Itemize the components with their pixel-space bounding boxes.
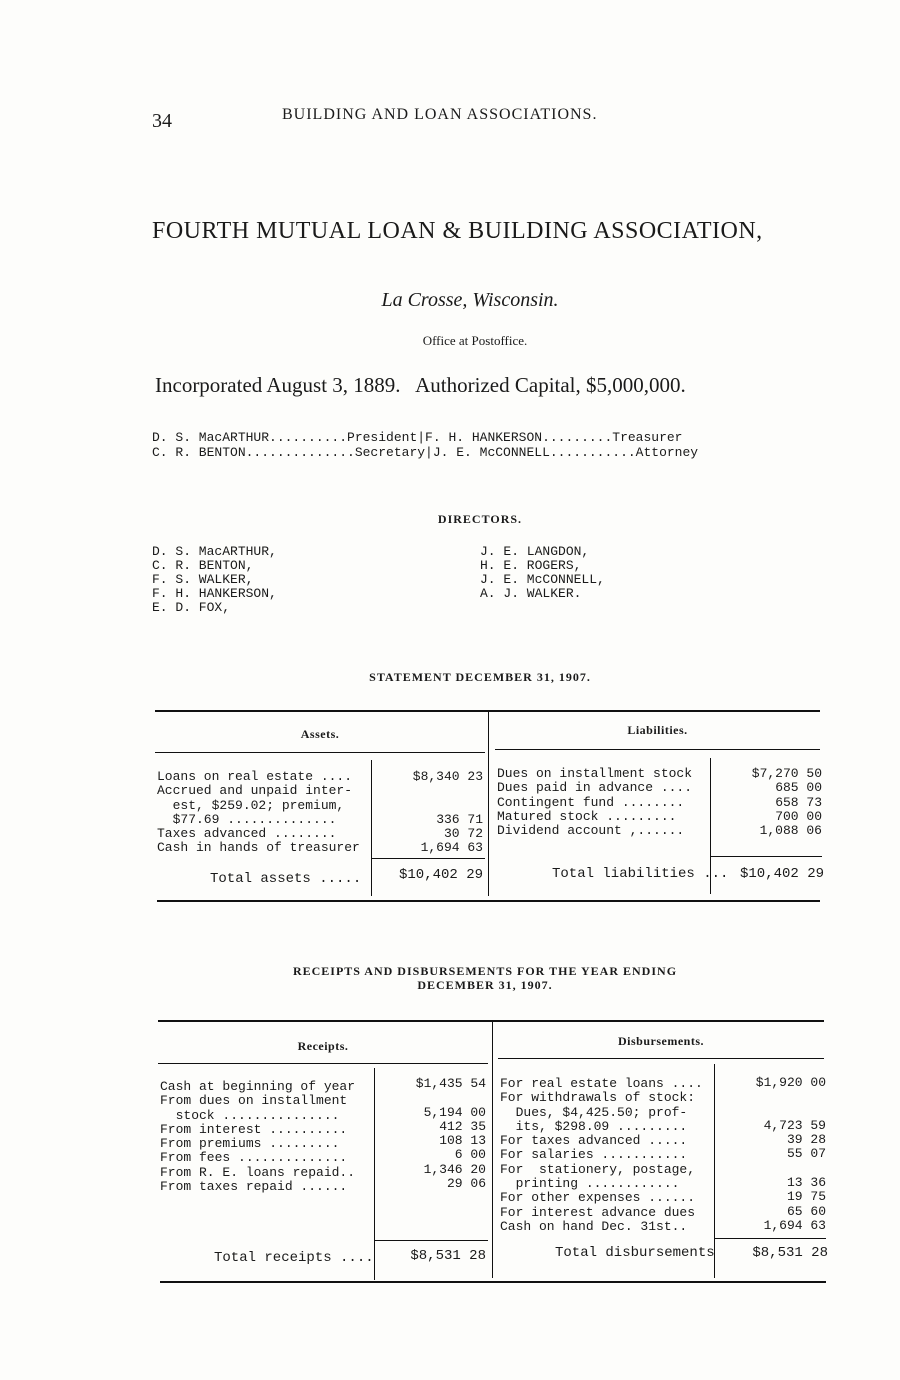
assets-labels: Loans on real estate .... Accrued and unpaid inter- est, $259.02; premium, $77.69 .............. Taxes advanced ........ Cash in hands of treasurer	[157, 769, 360, 856]
table-top-rule	[158, 1020, 824, 1022]
incorporated-date: Incorporated August 3, 1889.	[155, 373, 401, 397]
director-name: D. S. MacARTHUR,	[152, 544, 277, 559]
receipts-labels: Cash at beginning of year From dues on installment stock ............... From interest .......... From premiums ......... From fees .............. From R. E. loans repaid.. From taxes repaid ......	[160, 1079, 356, 1195]
assets-amounts: $8,340 23 336 71 30 72 1,694 63	[412, 769, 483, 856]
director-name: J. E. LANGDON,	[480, 544, 590, 559]
director-name: C. R. BENTON,	[152, 558, 254, 573]
incorporation-line	[155, 373, 686, 398]
officer-line: D. S. MacARTHUR..........President|F. H. HANKERSON.........Treasurer	[152, 430, 683, 445]
director-name: F. H. HANKERSON,	[152, 586, 277, 601]
running-head: BUILDING AND LOAN ASSOCIATIONS.	[282, 106, 598, 123]
disbursements-header-rule	[498, 1058, 824, 1059]
total-liabilities-label: Total liabilities ...	[552, 866, 729, 882]
total-assets-label: Total assets .....	[210, 871, 362, 887]
association-name: FOURTH MUTUAL LOAN & BUILDING ASSOCIATION,	[152, 218, 763, 244]
statement-heading: STATEMENT DECEMBER 31, 1907.	[369, 670, 591, 684]
directors-right-column	[480, 545, 605, 601]
officers-list	[152, 430, 698, 460]
total-receipts-value: $8,531 28	[410, 1248, 486, 1264]
table-center-divider	[488, 712, 489, 896]
liabilities-total-rule	[711, 856, 822, 857]
receipts-header-rule	[158, 1063, 488, 1064]
receipts-heading	[150, 964, 820, 992]
disbursements-labels: For real estate loans .... For withdrawals of stock: Dues, $4,425.50; prof- its, $298.09 ......... For taxes advanced ..... For salaries ........... For stationery, postage, printing ............ For other expenses ...... For interest advance dues Cash on hand Dec. 31st..	[500, 1076, 703, 1234]
table-bottom-rule	[160, 1281, 826, 1283]
liabilities-header: Liabilities.	[627, 723, 688, 737]
authorized-capital: Authorized Capital, $5,000,000.	[415, 373, 686, 397]
director-name: E. D. FOX,	[152, 600, 231, 615]
association-office: Office at Postoffice.	[422, 333, 528, 348]
director-name: F. S. WALKER,	[152, 572, 254, 587]
receipts-total-rule	[375, 1240, 488, 1241]
assets-total-rule	[372, 858, 485, 859]
disbursements-amounts: $1,920 00 4,723 59 39 28 55 07 13 36 19 75 65 60 1,694 63	[755, 1075, 826, 1233]
disbursements-total-rule	[715, 1238, 826, 1239]
receipts-heading-line1: RECEIPTS AND DISBURSEMENTS FOR THE YEAR ENDING	[292, 964, 678, 978]
director-name: A. J. WALKER.	[480, 586, 582, 601]
directors-heading: DIRECTORS.	[437, 512, 523, 526]
total-disbursements-value: $8,531 28	[752, 1245, 828, 1261]
assets-header: Assets.	[300, 727, 340, 741]
assets-header-rule	[155, 752, 485, 753]
liabilities-labels: Dues on installment stock Dues paid in advance .... Contingent fund ........ Matured stock ......... Dividend account ,......	[497, 766, 693, 839]
liabilities-amounts: $7,270 50 685 00 658 73 700 00 1,088 06	[751, 766, 822, 839]
receipts-heading-line2: DECEMBER 31, 1907.	[417, 978, 553, 992]
receipts-header: Receipts.	[297, 1039, 349, 1053]
director-name: J. E. McCONNELL,	[480, 572, 605, 587]
director-name: H. E. ROGERS,	[480, 558, 582, 573]
table-bottom-rule	[157, 900, 820, 902]
total-liabilities-value: $10,402 29	[739, 866, 824, 882]
receipts-amount-divider	[374, 1068, 375, 1280]
association-location: La Crosse, Wisconsin.	[381, 289, 559, 311]
liabilities-header-rule	[495, 749, 820, 750]
table-center-divider	[492, 1022, 493, 1278]
officer-line: C. R. BENTON..............Secretary|J. E. McCONNELL...........Attorney	[152, 445, 699, 460]
receipts-amounts: $1,435 54 5,194 00 412 35 108 13 6 00 1,346 20 29 06	[415, 1076, 486, 1192]
total-assets-value: $10,402 29	[398, 867, 483, 883]
directors-left-column	[152, 545, 277, 615]
total-receipts-label: Total receipts ....	[214, 1250, 374, 1266]
total-disbursements-label: Total disbursements	[555, 1245, 715, 1261]
assets-amount-divider	[371, 760, 372, 896]
page-number: 34	[152, 110, 172, 132]
disbursements-header: Disbursements.	[617, 1034, 704, 1048]
